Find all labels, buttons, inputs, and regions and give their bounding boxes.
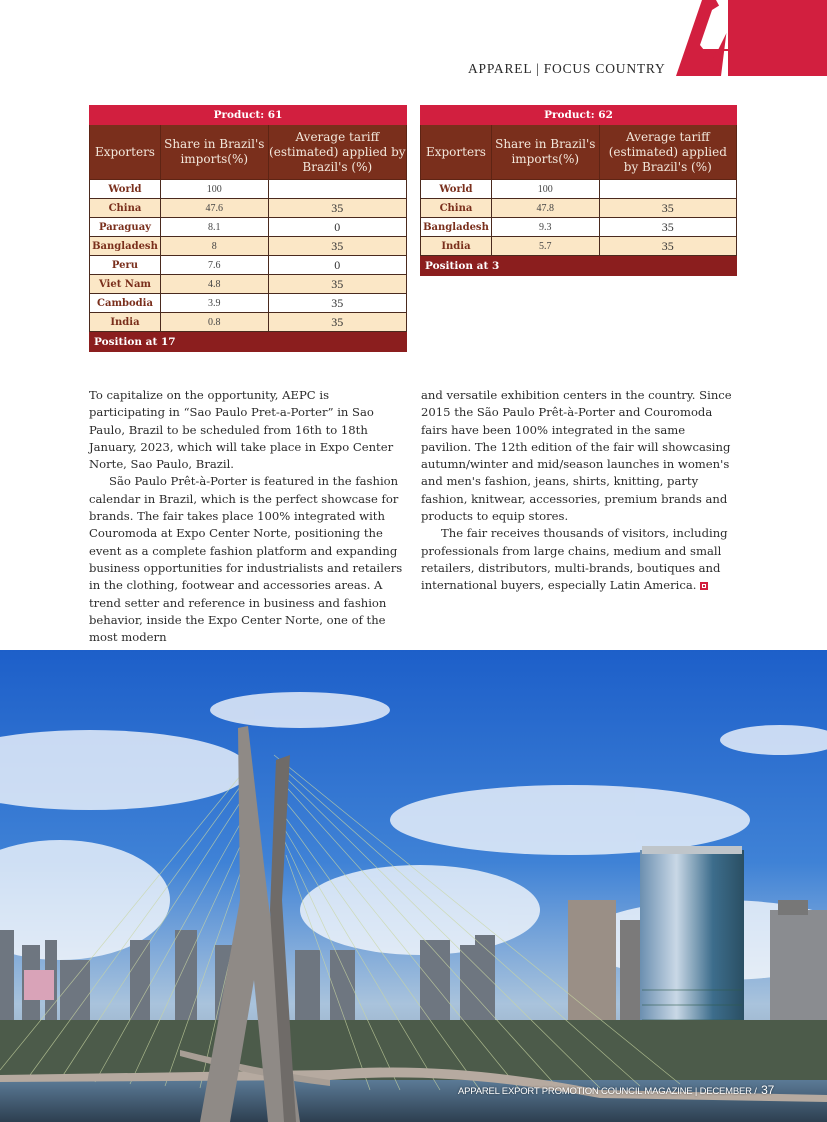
position-note: Position at 3 xyxy=(421,256,737,276)
share-cell: 8.1 xyxy=(160,218,268,237)
bridge-illustration xyxy=(0,650,827,1122)
section-label: APPAREL | FOCUS COUNTRY xyxy=(468,61,666,76)
table-row xyxy=(90,256,407,275)
exporter-cell: Viet Nam xyxy=(90,275,161,294)
tariff-cell: 35 xyxy=(268,199,406,218)
page-footer: APPAREL EXPORT PROMOTION COUNCIL MAGAZINE | DECEMBER / 37 xyxy=(458,1083,775,1097)
share-cell: 47.6 xyxy=(160,199,268,218)
exporter-cell: Paraguay xyxy=(90,218,161,237)
column-header-exporters: Exporters xyxy=(421,125,492,180)
exporter-cell: India xyxy=(90,313,161,332)
tariff-cell xyxy=(268,180,406,199)
position-note: Position at 17 xyxy=(90,332,407,352)
article-column-right xyxy=(421,387,735,595)
table-row xyxy=(90,294,407,313)
magazine-a-logo-icon xyxy=(676,0,827,76)
exporter-cell: Bangladesh xyxy=(421,218,492,237)
column-header-share: Share in Brazil's imports(%) xyxy=(491,125,599,180)
article-paragraph: São Paulo Prêt-à-Porter is featured in the fashion calendar in Brazil, which is the perfect showcase for brands. The fair takes place 100% integrated with Couromoda at Expo Center Norte, positioning the event as a complete fashion platform and expanding business opportunities for industrialists and retailers in the clothing, footwear and accessories areas. A trend setter and reference in business and fashion behavior, inside the Expo Center Norte, one of the most modern xyxy=(89,474,403,645)
exporter-cell: China xyxy=(421,199,492,218)
table-row xyxy=(90,180,407,199)
article-paragraph: and versatile exhibition centers in the country. Since 2015 the São Paulo Prêt-à-Porter and Couromoda fairs have been 100% integrated in the same pavilion. The 12th edition of the fair will showcasing autumn/winter and mid/season launches in women's and men's fashion, jeans, shirts, knitting, party fashion, knitwear, accessories, premium brands and products to equip stores. xyxy=(421,388,732,524)
table-row xyxy=(421,218,737,237)
article-paragraph-last xyxy=(421,525,735,594)
bridge-skyline-photo xyxy=(0,650,827,1122)
tariff-cell xyxy=(599,180,736,199)
column-header-share: Share in Brazil's imports(%) xyxy=(160,125,268,180)
product-label: Product: 62 xyxy=(421,106,737,125)
column-header-exporters: Exporters xyxy=(90,125,161,180)
share-cell: 3.9 xyxy=(160,294,268,313)
share-cell: 8 xyxy=(160,237,268,256)
table-row xyxy=(90,218,407,237)
tariff-cell: 35 xyxy=(268,294,406,313)
exporter-cell: World xyxy=(421,180,492,199)
column-header-tariff: Average tariff (estimated) applied by Brazil's (%) xyxy=(268,125,406,180)
exporter-cell: Bangladesh xyxy=(90,237,161,256)
tariff-cell: 35 xyxy=(268,313,406,332)
table-row xyxy=(90,199,407,218)
table-row xyxy=(90,237,407,256)
tariff-cell: 35 xyxy=(599,218,736,237)
table-row xyxy=(421,199,737,218)
share-cell: 100 xyxy=(160,180,268,199)
end-of-article-icon xyxy=(700,582,708,590)
article-paragraph: To capitalize on the opportunity, AEPC is participating in “Sao Paulo Pret-a-Porter” in Sao Paulo, Brazil to be scheduled from 16th to 18th January, 2023, which will take place in Expo Center Norte, Sao Paulo, Brazil. xyxy=(89,388,394,472)
tariff-cell: 0 xyxy=(268,256,406,275)
share-cell: 0.8 xyxy=(160,313,268,332)
share-cell: 47.8 xyxy=(491,199,599,218)
share-cell: 4.8 xyxy=(160,275,268,294)
tariff-cell: 35 xyxy=(599,237,736,256)
exporter-cell: Cambodia xyxy=(90,294,161,313)
table-row xyxy=(421,237,737,256)
tariff-cell: 35 xyxy=(268,275,406,294)
tariff-cell: 0 xyxy=(268,218,406,237)
product-62-table xyxy=(420,105,737,276)
share-cell: 9.3 xyxy=(491,218,599,237)
column-header-tariff: Average tariff (estimated) applied by Brazil's (%) xyxy=(599,125,736,180)
table-row xyxy=(421,180,737,199)
article-column-left xyxy=(89,387,407,646)
magazine-name: APPAREL EXPORT PROMOTION COUNCIL MAGAZINE | DECEMBER xyxy=(458,1086,752,1097)
exporter-cell: Peru xyxy=(90,256,161,275)
share-cell: 5.7 xyxy=(491,237,599,256)
exporter-cell: China xyxy=(90,199,161,218)
tariff-cell: 35 xyxy=(268,237,406,256)
page-number: 37 xyxy=(761,1083,775,1097)
share-cell: 7.6 xyxy=(160,256,268,275)
table-row xyxy=(90,313,407,332)
product-label: Product: 61 xyxy=(90,106,407,125)
product-61-table xyxy=(89,105,407,352)
table-row xyxy=(90,275,407,294)
article-paragraph-text: The fair receives thousands of visitors, including professionals from large chains, medium and small retailers, distributors, multi-brands, boutiques and international buyers, especially Latin America. xyxy=(421,526,728,593)
share-cell: 100 xyxy=(491,180,599,199)
exporter-cell: World xyxy=(90,180,161,199)
exporter-cell: India xyxy=(421,237,492,256)
tariff-cell: 35 xyxy=(599,199,736,218)
